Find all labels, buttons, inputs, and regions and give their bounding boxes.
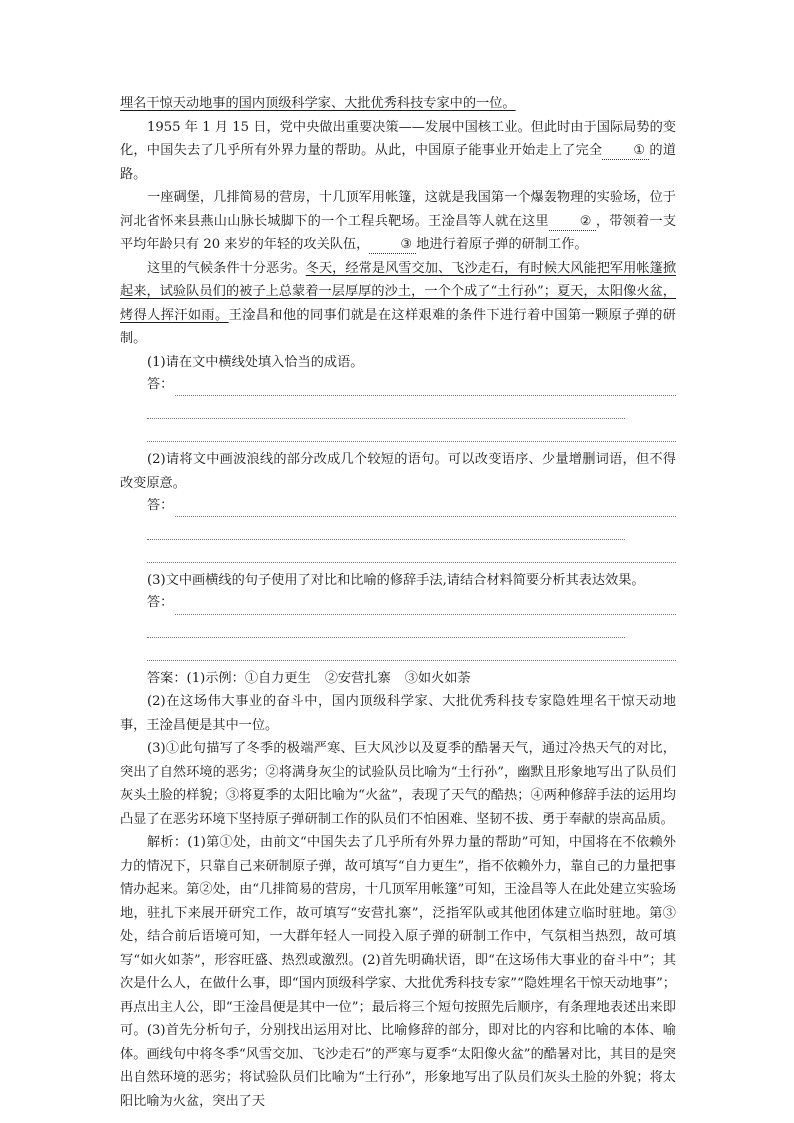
answer-label: 答： <box>147 376 174 392</box>
answer-heading: 答案：(1)示例： <box>147 670 245 686</box>
passage-paragraph-1 <box>120 116 676 187</box>
underlined-sentence: 冬天，经常是风雪交加、飞沙走石，有时候大风能把军用帐篷掀起来，试验队员们的被子上总蒙着一层厚厚的沙土，一个个成了“土行孙”；夏天，太阳像火盆，烤得人挥汗如雨。 <box>120 260 677 323</box>
paragraph-text: 的道路。 <box>120 143 677 182</box>
paragraph-text: ，带领着一支平均年龄只有 20 来岁的年轻的攻关队伍， <box>120 213 677 252</box>
analysis: 解析：(1)第①处，由前文“中国失去了几乎所有外界力量的帮助”可知，中国将在不依赖外力的情况下，只靠自己来研制原子弹，故可填写“自力更生”，指不依赖外力，靠自己的力量把事情办起来。第②处，由“几排简易的营房，十几顶军用帐篷”可知，王淦昌等人在此处建立实验场地，驻扎下来展开研究工作，故可填写“安营扎寨”，泛指军队或其他团体建立临时驻地。第③处，结合前后语境可知，一大群年轻人一同投入原子弹的研制工作中，气氛相当热烈，故可填写“如火如荼”，形容旺盛、热烈或激烈。(2)首先明确状语，即“在这场伟大事业的奋斗中”；其次是什么人，在做什么事，即“国内顶级科学家、大批优秀科技专家”“隐姓埋名干惊天动地事”；再点出主人公，即“王淦昌便是其中一位”；最后将三个短句按照先后顺序，有条理地表述出来即可。(3)首先分析句子，分别找出运用对比、比喻修辞的部分，即对比的内容和比喻的本体、喻体。画线句中将冬季“风雪交加、飞沙走石”的严寒与夏季“太阳像火盆”的酷暑对比，其目的是突出自然环境的恶劣；将试验队员们比喻为“土行孙”，形象地写出了队员们灰头土脸的外貌；将太阳比喻为火盆，突出了天 <box>120 835 676 1109</box>
document-content <box>120 92 676 1113</box>
answer-line[interactable] <box>147 396 625 419</box>
blank-3: ③ <box>369 237 416 254</box>
paragraph-text: 地进行着原子弹的研制工作。 <box>416 237 588 252</box>
answer-line[interactable] <box>147 615 625 638</box>
answer-3: (3)①此句描写了冬季的极端严寒、巨大风沙以及夏季的酷暑天气，通过冷热天气的对比，突出了自然环境的恶劣；②将满身灰尘的试验队员比喻为“土行孙”，幽默且形象地写出了队员们灰头土脸的样貌；③将夏季的太阳比喻为“火盆”，表现了天气的酷热；④两种修辞手法的运用均凸显了在恶劣环境下坚持原子弹研制工作的队员们不怕困难、坚韧不拔、勇于奉献的崇高品质。 <box>120 741 676 827</box>
paragraph-text: 这里的气候条件十分恶劣。 <box>147 260 306 276</box>
passage-paragraph-2 <box>120 186 676 257</box>
paragraph-text: 1955 年 1 月 15 日，党中央做出重要决策——发展中国核工业。但此时由于国际局势的变化，中国失去了几乎所有外界力量的帮助。从此，中国原子能事业开始走上了完全 <box>120 119 676 158</box>
answer-line[interactable] <box>120 495 676 517</box>
answer-label: 答： <box>147 595 174 610</box>
paragraph-text: 王淦昌和他的同事们就是在这样艰难的条件下进行着中国第一颗原子弹的研制。 <box>120 307 676 346</box>
answer-2: (2)在这场伟大事业的奋斗中，国内顶级科学家、大批优秀科技专家隐姓埋名干惊天动地事，王淦昌便是其中一位。 <box>120 694 676 733</box>
answer-line[interactable] <box>147 540 676 563</box>
blank-2: ② <box>549 214 596 231</box>
blank-1: ① <box>602 143 649 160</box>
answer-item: ③如火如荼 <box>404 670 471 686</box>
answer-item: ①自力更生 <box>244 670 311 686</box>
question-1: (1)请在文中横线处填入恰当的成语。 <box>147 354 364 370</box>
question-2: (2)请将文中画波浪线的部分改成几个较短的语句。可以改变语序、少量增删词语，但不得改变原意。 <box>120 452 676 491</box>
question-3: (3)文中画横线的句子使用了对比和比喻的修辞手法,请结合材料简要分析其表达效果。 <box>147 573 645 588</box>
underlined-fragment: 埋名干惊天动地事的国内顶级科学家、大批优秀科技专家中的一位。 <box>120 96 516 111</box>
answer-line[interactable] <box>147 638 676 661</box>
answer-line[interactable] <box>147 419 676 442</box>
answer-line[interactable] <box>147 517 625 540</box>
passage-paragraph-3 <box>120 257 676 351</box>
answer-label: 答： <box>147 497 174 513</box>
answer-1 <box>120 667 676 691</box>
paragraph-text: 一座碉堡，几排简易的营房，十几顶军用帐篷，这就是我国第一个爆轰物理的实验场，位于河北省怀来县燕山山脉长城脚下的一个工程兵靶场。王淦昌等人就在这里 <box>120 190 676 229</box>
passage-line-continued <box>120 92 676 116</box>
answer-line[interactable] <box>120 374 676 396</box>
answer-item: ②安营扎寨 <box>324 670 391 686</box>
answer-line[interactable] <box>120 593 676 615</box>
